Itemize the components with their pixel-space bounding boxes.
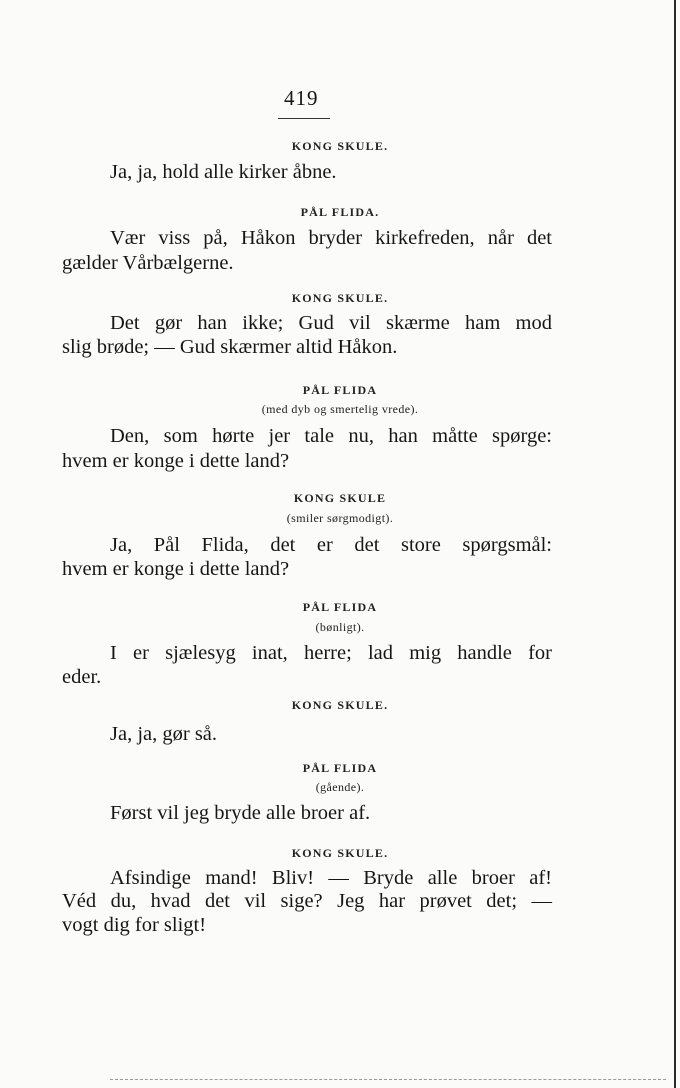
speaker-name: KONG SKULE. [291,139,389,153]
dialogue-line: Afsindige mand! Bliv! — Bryde alle broer af! [110,867,552,889]
speaker-name: PÅL FLIDA [302,600,378,614]
dialogue-line: hvem er konge i dette land? [62,558,290,580]
dialogue-line: slig brøde; — Gud skærmer altid Håkon. [62,336,398,358]
dialogue-line: Først vil jeg bryde alle broer af. [110,802,371,824]
speaker-name: KONG SKULE [293,491,387,505]
dialogue-line: Den, som hørte jer tale nu, han måtte spørge: [110,425,552,447]
dialogue-line: vogt dig for sligt! [62,914,207,936]
speaker-name: PÅL FLIDA. [300,205,380,219]
dialogue-line: Ja, ja, hold alle kirker åbne. [110,161,337,183]
dialogue-line: gælder Vårbælgerne. [62,252,234,274]
page-number: 419 [284,86,319,110]
dialogue-line: I er sjælesyg inat, herre; lad mig handle for [110,642,552,664]
stage-direction: (med dyb og smertelig vrede). [261,402,419,416]
dialogue-line: Ja, Pål Flida, det er det store spørgsmål: [110,534,552,556]
speaker-name: PÅL FLIDA [302,383,378,397]
speaker-name: KONG SKULE. [291,291,389,305]
dialogue-line: hvem er konge i dette land? [62,450,290,472]
stage-direction: (bønligt). [315,620,365,634]
page-number-rule [278,118,330,119]
stage-direction: (smiler sørgmodigt). [286,511,394,525]
dialogue-line: Vær viss på, Håkon bryder kirkefreden, når det [110,227,552,249]
dialogue-line: Véd du, hvad det vil sige? Jeg har prøvet det; — [62,890,552,912]
speaker-name: KONG SKULE. [291,698,389,712]
dialogue-line: Det gør han ikke; Gud vil skærme ham mod [110,312,552,334]
page-edge-line [674,0,676,1088]
stage-direction: (gående). [315,780,365,794]
bottom-dashed-rule [110,1079,666,1080]
dialogue-line: eder. [62,666,102,688]
dialogue-line: Ja, ja, gør så. [110,723,218,745]
speaker-name: PÅL FLIDA [302,761,378,775]
speaker-name: KONG SKULE. [291,846,389,860]
